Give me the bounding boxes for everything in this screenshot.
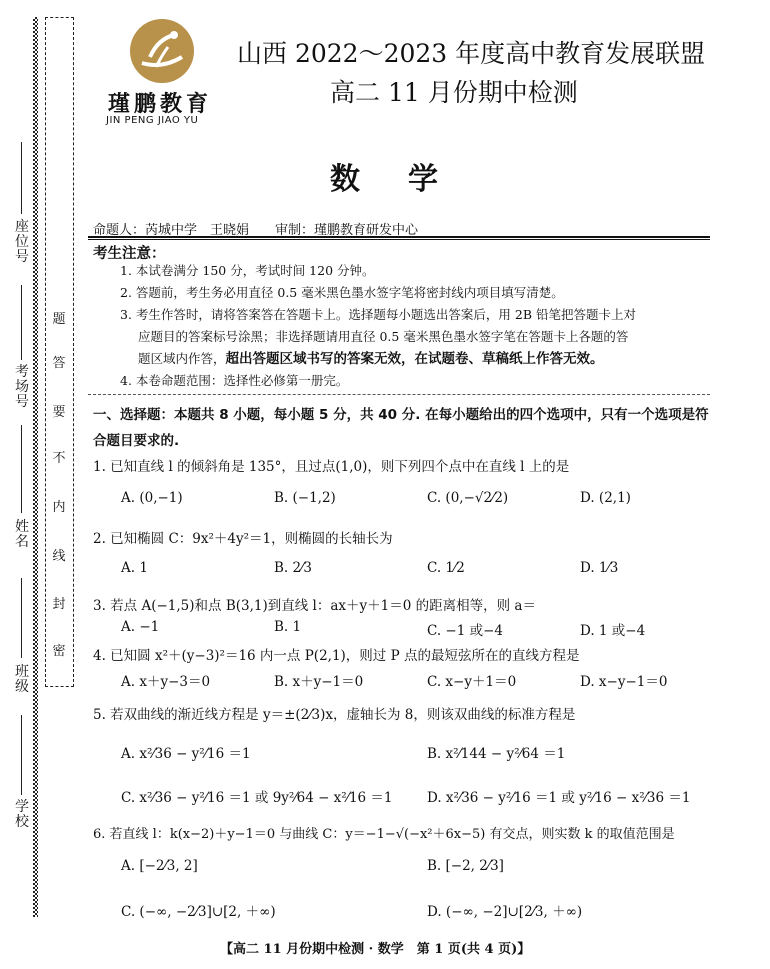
header-rule [88,236,710,238]
seal-char: 题 [52,312,66,327]
question-option: A. x＋y−3＝0 [121,674,211,690]
logo-chinese-name: 瑾鹏教育 [108,91,213,117]
notes-divider [88,394,710,395]
question-option: C. x²⁄36 − y²⁄16 ＝1 或 9y²⁄64 − x²⁄16 ＝1 [121,790,393,806]
question-option: D. (2,1) [580,490,631,506]
question-option: A. [−2⁄3, 2] [121,858,198,874]
seal-char: 封 [52,597,66,612]
question-stem: 2. 已知椭圆 C：9x²＋4y²＝1，则椭圆的长轴长为 [93,531,393,547]
note-item: 应题目的答案标号涂黑；非选择题请用直径 0.5 毫米黑色墨水签字笔在答题卡上各题的答 [138,329,629,344]
seal-char: 内 [52,500,66,515]
exam-title-line2: 高二 11 月份期中检测 [330,78,578,107]
exam-room-line [21,285,22,360]
question-option: B. 1 [274,619,302,635]
question-stem: 4. 已知圆 x²＋(y−3)²＝16 内一点 P(2,1)，则过 P 点的最短弦所在的直线方程是 [93,648,580,664]
seal-char: 要 [52,405,66,420]
class-line [21,578,22,658]
question-option: D. 1⁄3 [580,560,619,576]
binding-pattern [33,17,38,917]
note-item: 2. 答题前，考生务必用直径 0.5 毫米黑色墨水签字笔将密封线内项目填写清楚。 [120,285,564,300]
question-option: A. 1 [121,560,148,576]
note-item: 1. 本试卷满分 150 分，考试时间 120 分钟。 [120,263,375,278]
exam-room-label: 考 场 号 [15,364,29,410]
seal-char: 答 [52,356,66,371]
question-option: C. −1 或−4 [427,623,504,639]
section-heading: 一、选择题：本题共 8 小题，每小题 5 分，共 40 分. 在每小题给出的四个选项中，只有一个选项是符合题目要求的. [93,407,709,449]
note-item-part: 题区域内作答， [138,351,226,366]
seal-char: 不 [52,451,66,466]
header-rule-thin [88,239,710,240]
school-line [21,715,22,795]
question-option: D. (−∞, −2]∪[2⁄3, ＋∞) [427,904,583,920]
school-label: 学 校 [15,799,29,830]
bird-plant-logo-icon [128,17,196,85]
subject-title: 数学 [330,162,486,197]
name-label: 姓 名 [15,519,29,550]
note-item: 3. 考生作答时，请将答案答在答题卡上。选择题每小题选出答案后，用 2B 铅笔把答题卡上对 [120,307,636,322]
question-option: B. 2⁄3 [274,560,312,576]
question-option: B. [−2, 2⁄3] [427,858,504,874]
logo-english-name: JIN PENG JIAO YU [106,115,199,126]
question-option: B. x²⁄144 − y²⁄64 ＝1 [427,746,566,762]
seat-number-line [21,142,22,214]
question-option: A. x²⁄36 − y²⁄16 ＝1 [121,746,251,762]
note-item: 4. 本卷命题范围：选择性必修第一册完。 [120,373,349,388]
question-option: C. x−y＋1＝0 [427,674,517,690]
question-stem: 5. 若双曲线的渐近线方程是 y＝±(2⁄3)x，虚轴长为 8，则该双曲线的标准方程是 [93,707,576,723]
note-emphasis: 超出答题区域书写的答案无效，在试题卷、草稿纸上作答无效。 [225,351,604,367]
question-option: B. x＋y−1＝0 [274,674,364,690]
question-stem: 3. 若点 A(−1,5)和点 B(3,1)到直线 l：ax＋y＋1＝0 的距离相等，则 a＝ [93,598,536,614]
seat-number-label: 座 位 号 [15,219,29,265]
question-option: C. 1⁄2 [427,560,465,576]
seal-char: 密 [52,644,66,659]
note-item [138,348,604,370]
question-option: D. 1 或−4 [580,623,646,639]
question-stem: 1. 已知直线 l 的倾斜角是 135°，且过点(1,0)，则下列四个点中在直线 l 上的是 [93,459,570,475]
class-label: 班 级 [15,664,29,695]
setter-line: 命题人：芮城中学 王晓娟 审制：瑾鹏教育研发中心 [93,223,419,238]
question-option: D. x²⁄36 − y²⁄16 ＝1 或 y²⁄16 − x²⁄36 ＝1 [427,790,691,806]
question-option: B. (−1,2) [274,490,336,506]
seal-char: 线 [52,549,66,564]
name-line [21,425,22,513]
exam-title-line1: 山西 2022～2023 年度高中教育发展联盟 [237,39,706,68]
notes-heading: 考生注意： [93,246,166,262]
question-option: A. (0,−1) [121,490,183,506]
question-option: C. (0,−√2⁄2) [427,490,509,506]
question-stem: 6. 若直线 l：k(x−2)＋y−1＝0 与曲线 C：y＝−1−√(−x²＋6x−5) 有交点，则实数 k 的取值范围是 [93,827,675,842]
question-option: C. (−∞, −2⁄3]∪[2, ＋∞) [121,904,276,920]
question-option: D. x−y−1＝0 [580,674,668,690]
question-option: A. −1 [121,619,160,635]
page-footer: 【高二 11 月份期中检测 · 数学 第 1 页(共 4 页)】 [220,942,531,957]
